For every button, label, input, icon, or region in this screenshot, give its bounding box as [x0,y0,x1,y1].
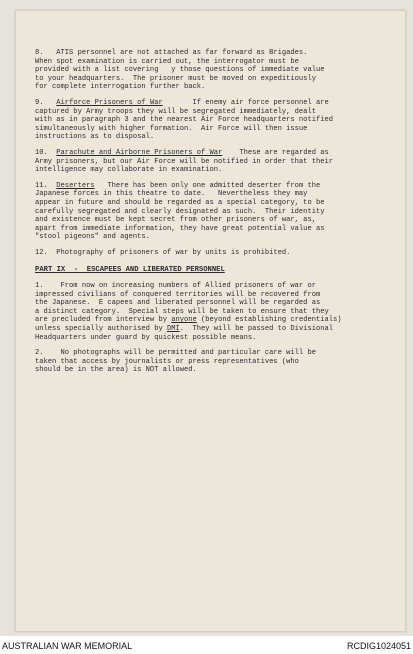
paragraph-10 [35,149,383,175]
paragraph-11 [35,182,383,242]
part-ix-paragraph-2: 2. No photographs will be permitted and particular care will be taken that access by journalists or press representatives (who should be in the area) is NOT allowed. [35,349,316,375]
document-body [35,49,383,382]
archive-footer [0,638,413,654]
paragraph-11-body: There has been only one admitted deserter from the Japanese forces in this theatre to date. Nevertheless they may appear in future and should be regarded as a special category, to be carefully segregated and clearly designated as such. Their identity and existence must be kept secret from other prisoners of war, as, apart from immediate information, they have great potential value as "stool pigeons" and agents. [35,181,325,242]
paragraph-10-title: Parachute and Airborne Prisoners of War [56,148,223,157]
document-page [15,10,406,632]
paragraph-9-number: 9. [35,98,57,107]
paragraph-9-body: If enemy air force personnel are captured by Army troops they will be segregated immediately, dealt with as in paragraph 3 and the nearest Air Force headquarters notified simultaneously with higher formation. Air Force will then issue instructions as to disposal. [35,98,333,142]
part-ix-paragraph-1 [35,282,383,342]
paragraph-10-body: These are regarded as Army prisoners, but our Air Force will be notified in order that their intelligence may collaborate in examination. [35,148,333,175]
paragraph-12: 12. Photography of prisoners of war by units is prohibited. [35,248,291,257]
part-ix-paragraph-1-text-c: . They will be passed to Divisional Headquarters under guard by quickest possible means. [35,325,333,342]
paragraph-8: 8. ATIS personnel are not attached as far forward as Brigades. When spot examination is carried out, the interrogator must be provided with a list covering y those questions of immediate value to your headquarters. The prisoner must be moved on expeditiously for complete interrogation further back. [35,49,325,92]
paragraph-11-number: 11. [35,181,57,190]
emphasis-dmi: DMI [166,325,180,334]
paragraph-9-title: Airforce Prisoners of War [56,98,163,107]
footer-source-label: AUSTRALIAN WAR MEMORIAL [2,641,133,651]
part-ix-paragraph-1-text-a: 1. From now on increasing numbers of Allied prisoners of war or impressed civilians of conquered territories will be recovered from the Japanese. E capees and liberated personnel will be regarded as a distinct category. Special steps will be taken to ensure that they are precluded from interview by [35,282,329,325]
part-ix-paragraph-1-text-b: (beyond establishing credentials) unless specially authorised by [35,316,342,334]
footer-record-id: RCDIG1024051 [346,641,411,651]
part-ix-heading: PART IX - ESCAPEES AND LIBERATED PERSONNEL [35,266,225,275]
emphasis-anyone: anyone [171,316,197,325]
paragraph-10-number: 10. [35,148,57,157]
paragraph-11-title: Deserters [56,181,95,190]
paragraph-9 [35,99,383,142]
